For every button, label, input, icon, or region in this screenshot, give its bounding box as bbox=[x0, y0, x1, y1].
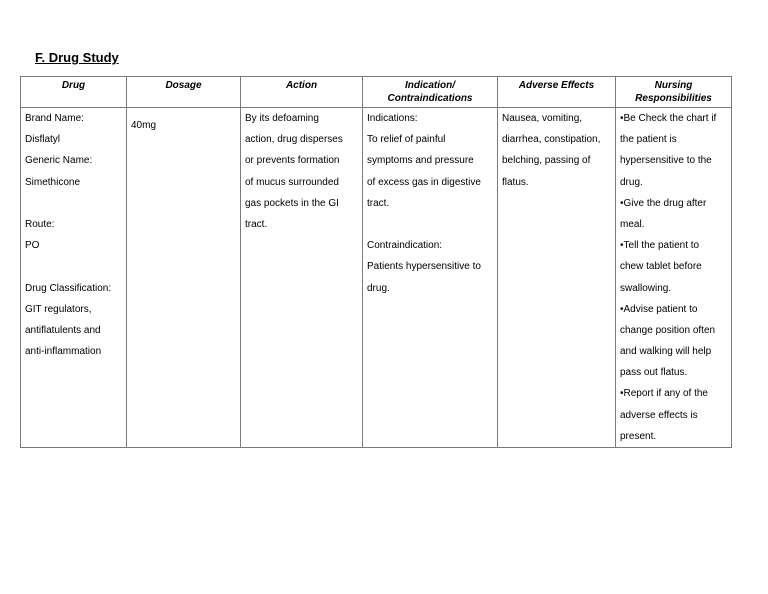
nursing-line: swallowing. bbox=[620, 282, 672, 294]
contraindication-label: Contraindication: bbox=[367, 240, 443, 252]
header-row bbox=[21, 77, 732, 108]
indications-label: Indications: bbox=[367, 113, 418, 124]
nursing-line: •Report if any of the bbox=[620, 388, 708, 400]
adverse-line: diarrhea, constipation, bbox=[502, 134, 601, 146]
indications-line: tract. bbox=[367, 197, 390, 209]
nursing-line: adverse effects is bbox=[620, 409, 698, 421]
generic-name-value: Simethicone bbox=[25, 176, 81, 188]
action-line: gas pockets in the GI bbox=[245, 197, 339, 209]
nursing-responsibilities-cell bbox=[616, 108, 732, 448]
nursing-line: and walking will help bbox=[620, 346, 712, 358]
classification-line: anti-inflammation bbox=[25, 346, 102, 358]
page-title: F. Drug Study bbox=[35, 50, 119, 65]
nursing-line: drug. bbox=[620, 176, 643, 188]
nursing-line: present. bbox=[620, 430, 657, 442]
nursing-line: change position often bbox=[620, 324, 716, 336]
dosage-cell bbox=[127, 108, 241, 448]
nursing-line: •Be Check the chart if bbox=[620, 113, 717, 124]
header-dosage: Dosage bbox=[127, 77, 241, 108]
contraindication-line: drug. bbox=[367, 282, 390, 294]
nursing-line: pass out flatus. bbox=[620, 367, 688, 379]
header-adverse: Adverse Effects bbox=[498, 77, 616, 108]
header-nursing-line2: Responsibilities bbox=[635, 93, 712, 104]
dosage-value: 40mg bbox=[131, 120, 157, 131]
brand-name-value: Disflatyl bbox=[25, 134, 61, 146]
nursing-line: the patient is bbox=[620, 134, 677, 146]
adverse-effects-cell bbox=[498, 108, 616, 448]
nursing-line: chew tablet before bbox=[620, 261, 702, 273]
nursing-line: •Tell the patient to bbox=[620, 240, 700, 252]
classification-line: antiflatulents and bbox=[25, 324, 101, 336]
action-line: of mucus surrounded bbox=[245, 176, 339, 188]
action-line: By its defoaming bbox=[245, 113, 319, 124]
header-nursing bbox=[616, 77, 732, 108]
classification-line: GIT regulators, bbox=[25, 303, 92, 315]
indications-line: of excess gas in digestive bbox=[367, 176, 481, 188]
action-line: action, drug disperses bbox=[245, 134, 343, 146]
header-indication-line1: Indication/ bbox=[405, 80, 455, 91]
action-cell bbox=[241, 108, 363, 448]
drug-study-table bbox=[20, 76, 732, 448]
adverse-line: Nausea, vomiting, bbox=[502, 113, 583, 124]
route-label: Route: bbox=[25, 218, 55, 230]
brand-name-label: Brand Name: bbox=[25, 113, 84, 124]
nursing-line: •Give the drug after bbox=[620, 197, 707, 209]
adverse-line: belching, passing of bbox=[502, 155, 591, 167]
drug-cell bbox=[21, 108, 127, 448]
header-drug: Drug bbox=[21, 77, 127, 108]
header-indication-line2: Contraindications bbox=[387, 93, 473, 104]
indications-line: To relief of painful bbox=[367, 134, 446, 146]
adverse-line: flatus. bbox=[502, 176, 529, 188]
action-line: tract. bbox=[245, 218, 268, 230]
header-action: Action bbox=[241, 77, 363, 108]
indication-cell bbox=[363, 108, 498, 448]
contraindication-line: Patients hypersensitive to bbox=[367, 261, 481, 273]
classification-label: Drug Classification: bbox=[25, 282, 112, 294]
route-value: PO bbox=[25, 240, 40, 252]
header-indication bbox=[363, 77, 498, 108]
indications-line: symptoms and pressure bbox=[367, 155, 474, 167]
nursing-line: meal. bbox=[620, 218, 645, 230]
table-row bbox=[21, 108, 732, 448]
nursing-line: hypersensitive to the bbox=[620, 155, 712, 167]
header-nursing-line1: Nursing bbox=[654, 80, 693, 91]
action-line: or prevents formation bbox=[245, 155, 340, 167]
nursing-line: •Advise patient to bbox=[620, 303, 698, 315]
generic-name-label: Generic Name: bbox=[25, 155, 93, 167]
